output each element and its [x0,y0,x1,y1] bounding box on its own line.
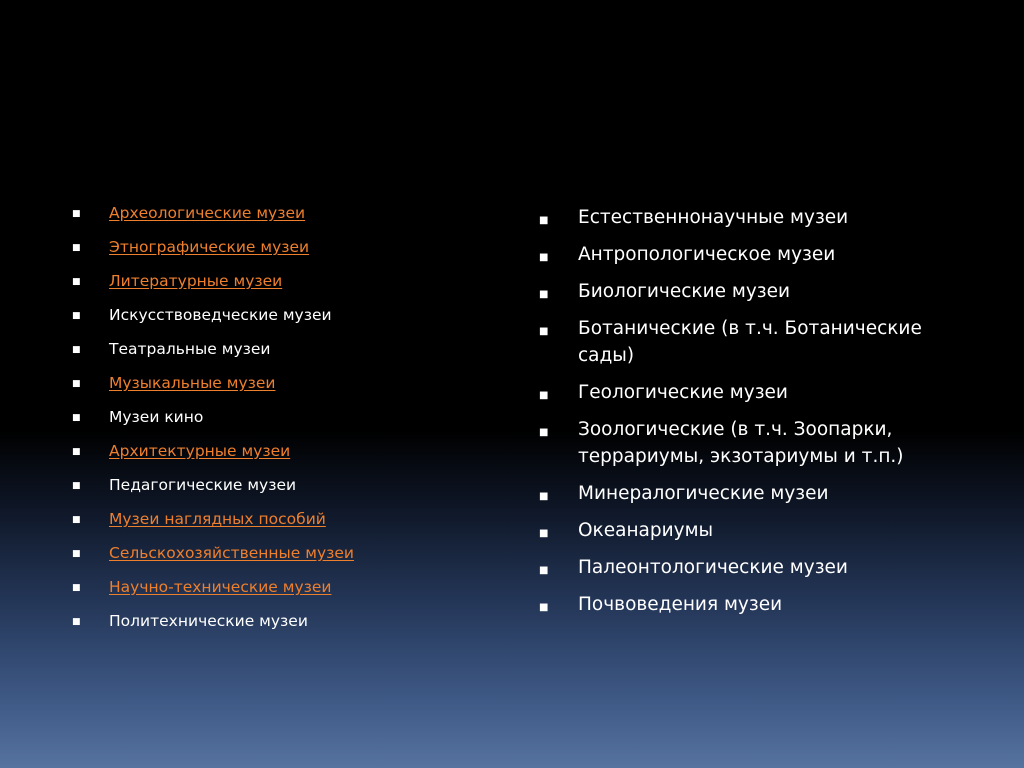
list-item [539,591,939,618]
museum-label: Антропологическое музеи [578,244,836,265]
museum-label: Океанариумы [578,520,714,541]
bullet-icon: ■ [539,252,549,263]
bullet-icon: ■ [539,565,549,576]
list-item [72,339,492,373]
bullet-icon: ■ [72,243,81,253]
list-item[interactable] [72,543,492,577]
museum-link[interactable]: Музеи наглядных пособий [109,510,326,528]
museum-link[interactable]: Научно-технические музеи [109,578,332,596]
list-item [539,480,939,507]
museum-label: Палеонтологические музеи [578,557,848,578]
bullet-icon: ■ [539,427,549,438]
list-item [72,611,492,645]
museum-label: Ботанические (в т.ч. Ботанические сады) [578,318,922,366]
museum-label: Искусствоведческие музеи [109,306,332,324]
bullet-icon: ■ [72,617,81,627]
bullet-icon: ■ [72,583,81,593]
bullet-icon: ■ [539,289,549,300]
bullet-icon: ■ [72,209,81,219]
bullet-icon: ■ [539,491,549,502]
museum-link[interactable]: Археологические музеи [109,204,306,222]
list-item[interactable] [72,237,492,271]
museum-label: Зоологические (в т.ч. Зоопарки, террариумы, экзотариумы и т.п.) [578,419,904,467]
right-museum-list [539,204,939,628]
list-item [539,416,939,470]
left-museum-list [72,203,492,645]
museum-label: Педагогические музеи [109,476,297,494]
museum-label: Почвоведения музеи [578,594,783,615]
bullet-icon: ■ [539,528,549,539]
list-item [72,407,492,441]
museum-label: Естественнонаучные музеи [578,207,849,228]
list-item[interactable] [72,271,492,305]
museum-label: Геологические музеи [578,382,788,403]
museum-label: Биологические музеи [578,281,791,302]
bullet-icon: ■ [72,379,81,389]
bullet-icon: ■ [72,345,81,355]
list-item[interactable] [72,441,492,475]
list-item[interactable] [72,509,492,543]
list-item [539,379,939,406]
list-item[interactable] [72,373,492,407]
list-item[interactable] [72,203,492,237]
bullet-icon: ■ [539,326,549,337]
bullet-icon: ■ [72,413,81,423]
list-item [539,241,939,268]
museum-label: Минералогические музеи [578,483,829,504]
museum-label: Музеи кино [109,408,204,426]
bullet-icon: ■ [72,481,81,491]
bullet-icon: ■ [539,390,549,401]
bullet-icon: ■ [539,602,549,613]
bullet-icon: ■ [539,215,549,226]
museum-label: Политехнические музеи [109,612,308,630]
list-item [539,204,939,231]
museum-link[interactable]: Музыкальные музеи [109,374,276,392]
bullet-icon: ■ [72,515,81,525]
list-item [72,475,492,509]
list-item[interactable] [72,577,492,611]
museum-link[interactable]: Сельскохозяйственные музеи [109,544,354,562]
museum-link[interactable]: Литературные музеи [109,272,283,290]
bullet-icon: ■ [72,277,81,287]
list-item [539,278,939,305]
list-item [72,305,492,339]
museum-link[interactable]: Этнографические музеи [109,238,310,256]
bullet-icon: ■ [72,311,81,321]
bullet-icon: ■ [72,447,81,457]
list-item [539,554,939,581]
museum-label: Театральные музеи [109,340,271,358]
list-item [539,315,939,369]
list-item [539,517,939,544]
bullet-icon: ■ [72,549,81,559]
museum-link[interactable]: Архитектурные музеи [109,442,291,460]
